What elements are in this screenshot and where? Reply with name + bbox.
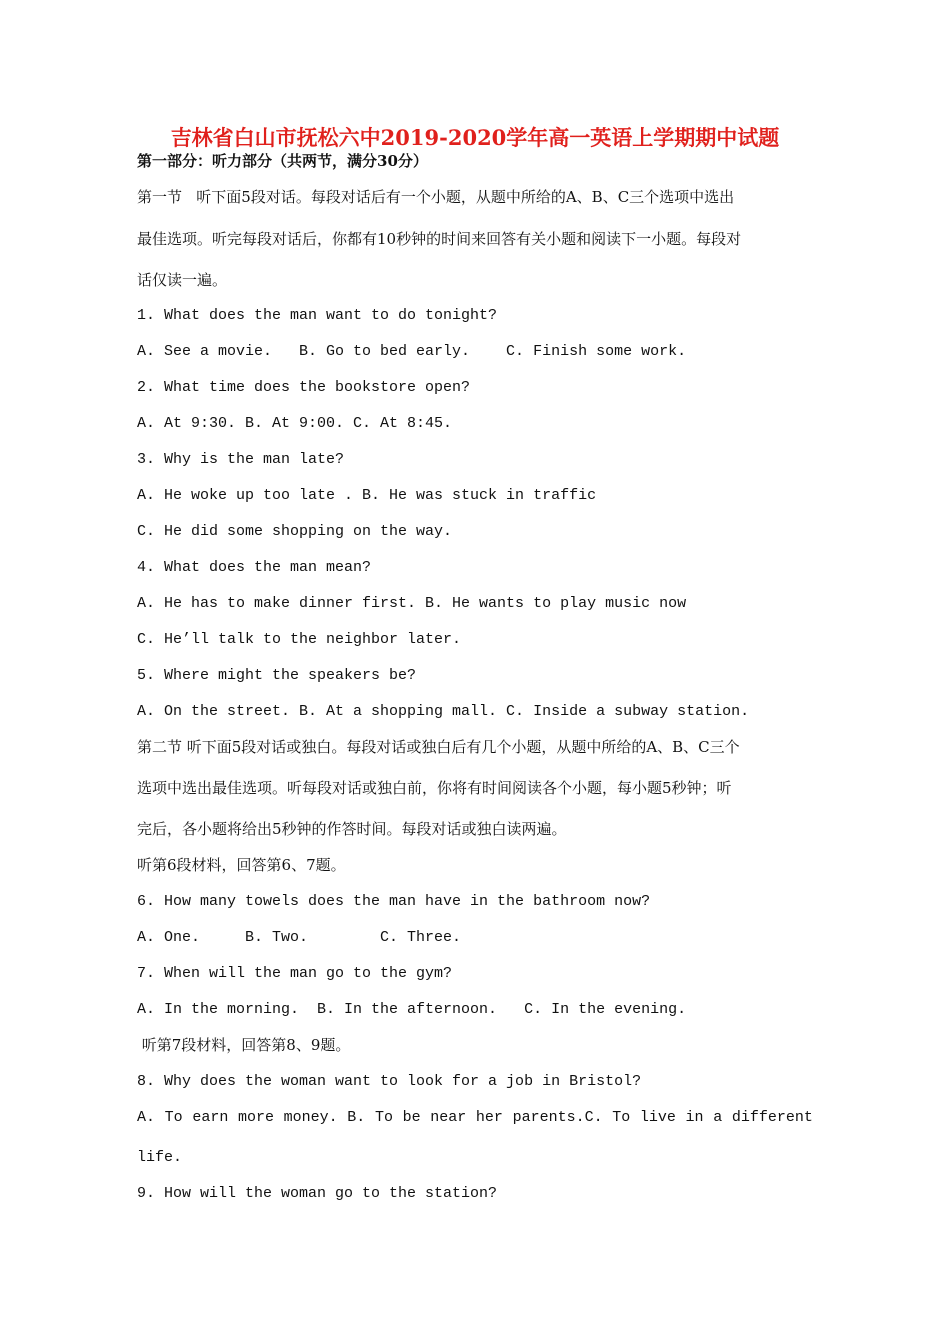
material-7-note: 听第7段材料，回答第8、9题。	[137, 1036, 351, 1054]
question-4-options-line1: A. He has to make dinner first. B. He wants to play music now	[137, 595, 687, 612]
question-7-options: A. In the morning. B. In the afternoon. C. In the evening.	[137, 1001, 687, 1018]
question-3-options-line2: C. He did some shopping on the way.	[137, 523, 453, 540]
question-4-options-line2: C. He’ll talk to the neighbor later.	[137, 631, 462, 648]
question-9-stem: 9. How will the woman go to the station?	[137, 1185, 498, 1202]
section2-instructions-line3: 完后，各小题将给出5秒钟的作答时间。每段对话或独白读两遍。	[137, 820, 567, 838]
question-6-options: A. One. B. Two. C. Three.	[137, 929, 462, 946]
section1-instructions-line1: 第一节 听下面5段对话。每段对话后有一个小题，从题中所给的A、B、C三个选项中选出	[137, 188, 735, 206]
question-4-stem: 4. What does the man mean?	[137, 559, 372, 576]
option-word: near	[430, 1109, 467, 1126]
section1-instructions-line3: 话仅读一遍。	[137, 271, 228, 289]
material-6-note: 听第6段材料，回答第6、7题。	[137, 856, 346, 874]
option-word: parents.C.	[512, 1109, 603, 1126]
question-1-stem: 1. What does the man want to do tonight?	[137, 307, 498, 324]
part1-heading: 第一部分：听力部分（共两节，满分30分）	[137, 152, 428, 170]
question-2-options: A. At 9:30. B. At 9:00. C. At 8:45.	[137, 415, 453, 432]
question-5-options: A. On the street. B. At a shopping mall. C. Inside a subway station.	[137, 703, 750, 720]
question-3-stem: 3. Why is the man late?	[137, 451, 345, 468]
option-word: her	[475, 1109, 503, 1126]
question-8-options-line2: life.	[137, 1149, 183, 1166]
option-word: B.	[347, 1109, 366, 1126]
section2-instructions-line2: 选项中选出最佳选项。听每段对话或独白前，你将有时间阅读各个小题，每小题5秒钟；听	[137, 779, 732, 797]
option-word: money.	[283, 1109, 338, 1126]
option-word: be	[402, 1109, 421, 1126]
option-word: more	[237, 1109, 274, 1126]
option-word: in	[685, 1109, 704, 1126]
option-word: To	[164, 1109, 183, 1126]
question-3-options-line1: A. He woke up too late . B. He was stuck in traffic	[137, 487, 597, 504]
question-7-stem: 7. When will the man go to the gym?	[137, 965, 453, 982]
option-word: To	[374, 1109, 393, 1126]
question-2-stem: 2. What time does the bookstore open?	[137, 379, 471, 396]
option-word: different	[731, 1109, 813, 1126]
option-word: earn	[192, 1109, 229, 1126]
option-word: live	[639, 1109, 676, 1126]
question-1-options: A. See a movie. B. Go to bed early. C. Finish some work.	[137, 343, 687, 360]
section2-instructions-line1: 第二节 听下面5段对话或独白。每段对话或独白后有几个小题，从题中所给的A、B、C三个	[137, 738, 740, 756]
document-title: 吉林省白山市抚松六中2019-2020学年高一英语上学期期中试题	[170, 125, 780, 150]
question-6-stem: 6. How many towels does the man have in the bathroom now?	[137, 893, 651, 910]
option-word: To	[612, 1109, 631, 1126]
question-5-stem: 5. Where might the speakers be?	[137, 667, 417, 684]
option-word: A.	[137, 1109, 156, 1126]
option-word: a	[713, 1109, 723, 1126]
section1-instructions-line2: 最佳选项。听完每段对话后，你都有10秒钟的时间来回答有关小题和阅读下一小题。每段对	[137, 230, 742, 248]
question-8-options-line1	[137, 1108, 813, 1128]
question-8-stem: 8. Why does the woman want to look for a job in Bristol?	[137, 1073, 642, 1090]
